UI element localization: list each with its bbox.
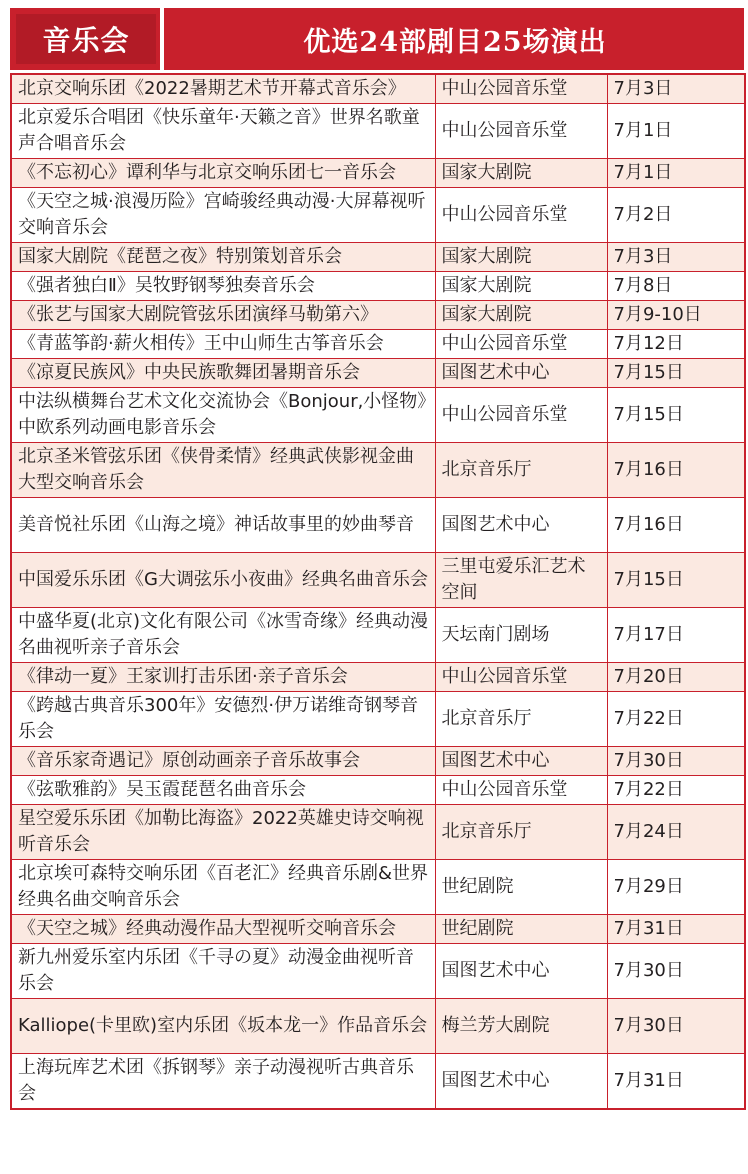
table-row	[11, 388, 745, 443]
banner-headline: 优选24部剧目25场演出	[303, 26, 607, 58]
table-row	[11, 272, 745, 301]
date-cell: 7月20日	[607, 663, 745, 692]
date-cell: 7月1日	[607, 104, 745, 159]
concert-table-body	[11, 74, 745, 1109]
venue-cell: 国家大剧院	[435, 301, 607, 330]
table-row	[11, 74, 745, 104]
venue-cell: 国家大剧院	[435, 243, 607, 272]
table-row	[11, 359, 745, 388]
concert-title-cell: 中国爱乐乐团《G大调弦乐小夜曲》经典名曲音乐会	[11, 553, 435, 608]
venue-cell: 三里屯爱乐汇艺术空间	[435, 553, 607, 608]
banner-divider	[160, 8, 164, 70]
date-cell: 7月1日	[607, 159, 745, 188]
concert-title-cell: 国家大剧院《琵琶之夜》特别策划音乐会	[11, 243, 435, 272]
date-cell: 7月12日	[607, 330, 745, 359]
concert-title-cell: 美音悦社乐团《山海之境》神话故事里的妙曲琴音	[11, 498, 435, 553]
table-row	[11, 999, 745, 1054]
venue-cell: 中山公园音乐堂	[435, 104, 607, 159]
venue-cell: 国图艺术中心	[435, 1054, 607, 1110]
concert-title-cell: 北京爱乐合唱团《快乐童年·天籁之音》世界名歌童声合唱音乐会	[11, 104, 435, 159]
concert-title-cell: 《青蓝筝韵·薪火相传》王中山师生古筝音乐会	[11, 330, 435, 359]
venue-cell: 国图艺术中心	[435, 498, 607, 553]
venue-cell: 世纪剧院	[435, 860, 607, 915]
venue-cell: 国家大剧院	[435, 272, 607, 301]
concert-title-cell: 中盛华夏(北京)文化有限公司《冰雪奇缘》经典动漫名曲视听亲子音乐会	[11, 608, 435, 663]
table-row	[11, 498, 745, 553]
table-row	[11, 663, 745, 692]
concert-title-cell: 《天空之城·浪漫历险》宫崎骏经典动漫·大屏幕视听交响音乐会	[11, 188, 435, 243]
venue-cell: 中山公园音乐堂	[435, 330, 607, 359]
table-row	[11, 443, 745, 498]
date-cell: 7月22日	[607, 692, 745, 747]
date-cell: 7月3日	[607, 243, 745, 272]
concert-listing	[10, 8, 744, 1168]
concert-title-cell: 星空爱乐乐团《加勒比海盗》2022英雄史诗交响视听音乐会	[11, 805, 435, 860]
date-cell: 7月22日	[607, 776, 745, 805]
date-cell: 7月30日	[607, 747, 745, 776]
concert-table	[10, 73, 746, 1110]
date-cell: 7月15日	[607, 359, 745, 388]
venue-cell: 国图艺术中心	[435, 747, 607, 776]
concert-title-cell: 《音乐家奇遇记》原创动画亲子音乐故事会	[11, 747, 435, 776]
date-cell: 7月30日	[607, 944, 745, 999]
table-row	[11, 860, 745, 915]
date-cell: 7月15日	[607, 553, 745, 608]
venue-cell: 中山公园音乐堂	[435, 388, 607, 443]
venue-cell: 北京音乐厅	[435, 692, 607, 747]
concert-title-cell: 《弦歌雅韵》吴玉霞琵琶名曲音乐会	[11, 776, 435, 805]
date-cell: 7月15日	[607, 388, 745, 443]
date-cell: 7月3日	[607, 74, 745, 104]
date-cell: 7月17日	[607, 608, 745, 663]
table-row	[11, 692, 745, 747]
table-row	[11, 243, 745, 272]
concert-title-cell: 《张艺与国家大剧院管弦乐团演绎马勒第六》	[11, 301, 435, 330]
concert-title-cell: 北京交响乐团《2022暑期艺术节开幕式音乐会》	[11, 74, 435, 104]
concert-title-cell: 《律动一夏》王家训打击乐团·亲子音乐会	[11, 663, 435, 692]
concert-title-cell: 《凉夏民族风》中央民族歌舞团暑期音乐会	[11, 359, 435, 388]
date-cell: 7月2日	[607, 188, 745, 243]
venue-cell: 北京音乐厅	[435, 805, 607, 860]
table-row	[11, 330, 745, 359]
date-cell: 7月31日	[607, 1054, 745, 1110]
venue-cell: 中山公园音乐堂	[435, 188, 607, 243]
date-cell: 7月16日	[607, 443, 745, 498]
header-banner	[10, 8, 744, 70]
concert-title-cell: 新九州爱乐室内乐团《千寻の夏》动漫金曲视听音乐会	[11, 944, 435, 999]
venue-cell: 中山公园音乐堂	[435, 74, 607, 104]
concert-title-cell: 上海玩库艺术团《拆钢琴》亲子动漫视听古典音乐会	[11, 1054, 435, 1110]
table-row	[11, 944, 745, 999]
date-cell: 7月9-10日	[607, 301, 745, 330]
table-row	[11, 776, 745, 805]
table-row	[11, 188, 745, 243]
date-cell: 7月30日	[607, 999, 745, 1054]
venue-cell: 世纪剧院	[435, 915, 607, 944]
venue-cell: 国家大剧院	[435, 159, 607, 188]
table-row	[11, 805, 745, 860]
venue-cell: 天坛南门剧场	[435, 608, 607, 663]
date-cell: 7月31日	[607, 915, 745, 944]
venue-cell: 国图艺术中心	[435, 944, 607, 999]
date-cell: 7月24日	[607, 805, 745, 860]
concert-title-cell: 中法纵横舞台艺术文化交流协会《Bonjour,小怪物》中欧系列动画电影音乐会	[11, 388, 435, 443]
concert-title-cell: Kalliope(卡里欧)室内乐团《坂本龙一》作品音乐会	[11, 999, 435, 1054]
concert-title-cell: 《天空之城》经典动漫作品大型视听交响音乐会	[11, 915, 435, 944]
date-cell: 7月16日	[607, 498, 745, 553]
venue-cell: 梅兰芳大剧院	[435, 999, 607, 1054]
table-row	[11, 159, 745, 188]
date-cell: 7月29日	[607, 860, 745, 915]
table-row	[11, 747, 745, 776]
venue-cell: 国图艺术中心	[435, 359, 607, 388]
concert-title-cell: 《不忘初心》谭利华与北京交响乐团七一音乐会	[11, 159, 435, 188]
date-cell: 7月8日	[607, 272, 745, 301]
concert-title-cell: 《强者独白Ⅱ》吴牧野钢琴独奏音乐会	[11, 272, 435, 301]
table-row	[11, 301, 745, 330]
venue-cell: 中山公园音乐堂	[435, 776, 607, 805]
table-row	[11, 553, 745, 608]
table-row	[11, 1054, 745, 1110]
concert-title-cell: 北京圣米管弦乐团《侠骨柔情》经典武侠影视金曲大型交响音乐会	[11, 443, 435, 498]
table-row	[11, 608, 745, 663]
concert-title-cell: 北京埃可森特交响乐团《百老汇》经典音乐剧&世界经典名曲交响音乐会	[11, 860, 435, 915]
table-row	[11, 104, 745, 159]
concert-title-cell: 《跨越古典音乐300年》安德烈·伊万诺维奇钢琴音乐会	[11, 692, 435, 747]
category-tag: 音乐会	[16, 14, 156, 64]
table-row	[11, 915, 745, 944]
venue-cell: 中山公园音乐堂	[435, 663, 607, 692]
venue-cell: 北京音乐厅	[435, 443, 607, 498]
